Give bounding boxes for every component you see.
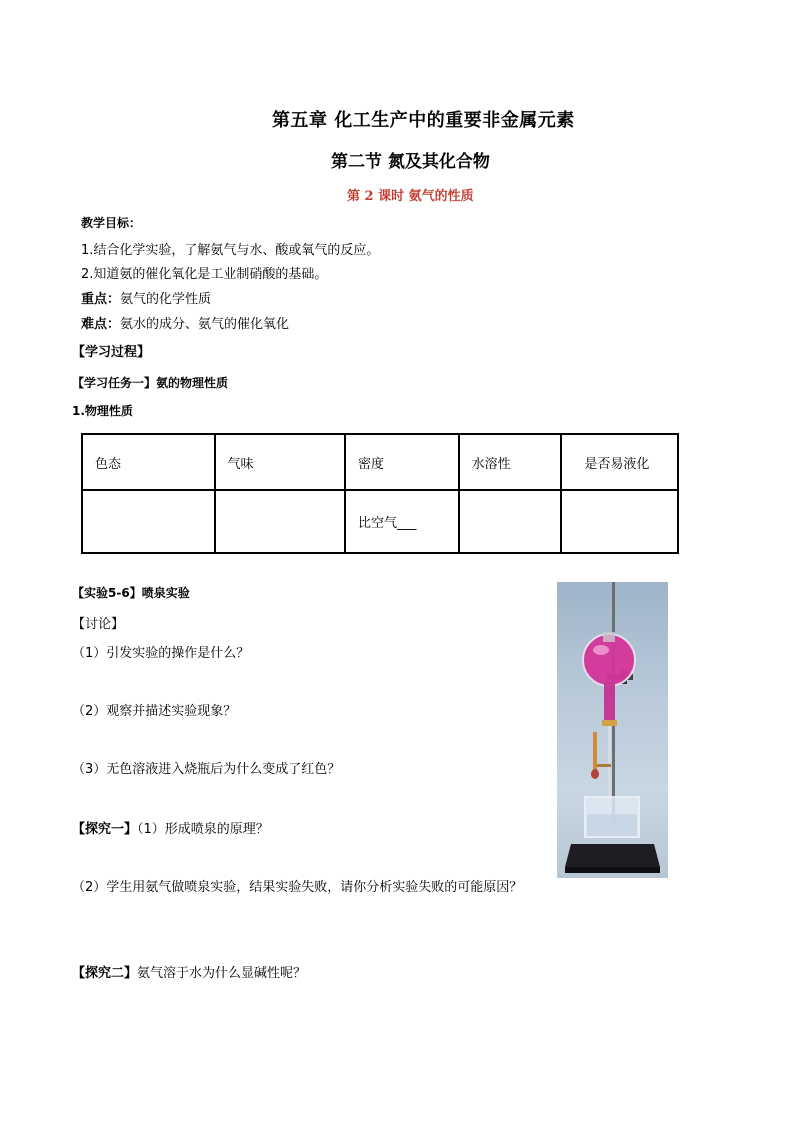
explore1-heading	[72, 818, 269, 837]
table-header-cell: 密度	[345, 434, 459, 490]
difficulty-text: 氨水的成分、氨气的催化氧化	[120, 317, 290, 332]
key-point	[81, 288, 211, 307]
objective-item-1: 1.结合化学实验，了解氨气与水、酸或氧气的反应。	[81, 243, 380, 258]
table-header-cell: 色态	[82, 434, 215, 490]
table-row	[82, 490, 678, 553]
experiment-text: 喷泉实验	[141, 586, 190, 600]
explore1-question-2: （2）学生用氨气做喷泉实验，结果实验失败，请你分析实验失败的可能原因？	[72, 880, 523, 895]
explore1-question-1: （1）形成喷泉的原理？	[137, 822, 269, 837]
table-cell	[561, 490, 678, 553]
explore2-text: 氨气溶于水为什么显碱性呢？	[137, 966, 307, 981]
table-header-cell: 水溶性	[459, 434, 562, 490]
experiment-heading	[72, 584, 190, 601]
section-title: 第二节 氮及其化合物	[331, 152, 490, 172]
table-cell	[459, 490, 562, 553]
fountain-experiment-photo	[557, 582, 668, 878]
physical-properties-table	[81, 433, 679, 554]
experiment-label: 【实验5-6】	[72, 586, 142, 600]
explore2-heading	[72, 962, 306, 981]
table-cell	[82, 490, 215, 553]
table-header-row	[82, 434, 678, 490]
learning-process-heading: 【学习过程】	[72, 345, 151, 360]
difficulty-point	[81, 313, 289, 332]
task1-label: 【学习任务一】	[72, 376, 157, 390]
objectives-heading: 教学目标：	[81, 216, 142, 230]
key-point-text: 氨气的化学性质	[120, 292, 212, 307]
explore1-label: 【探究一】	[72, 822, 138, 837]
discussion-question-1: （1）引发实验的操作是什么？	[72, 646, 250, 661]
table-header-cell: 是否易液化	[561, 434, 678, 490]
objective-item-2: 2.知道氨的催化氧化是工业制硝酸的基础。	[81, 267, 328, 282]
discussion-label: 【讨论】	[72, 617, 125, 632]
discussion-question-2: （2）观察并描述实验现象？	[72, 704, 237, 719]
physical-properties-heading: 1.物理性质	[72, 404, 133, 418]
discussion-question-3: （3）无色溶液进入烧瓶后为什么变成了红色？	[72, 762, 341, 777]
lesson-title: 第 2 课时 氨气的性质	[347, 189, 474, 204]
table-header-cell: 气味	[215, 434, 346, 490]
key-point-label: 重点：	[81, 292, 121, 307]
chapter-title: 第五章 化工生产中的重要非金属元素	[272, 110, 575, 131]
table-cell	[215, 490, 346, 553]
explore2-label: 【探究二】	[72, 966, 138, 981]
difficulty-label: 难点：	[81, 317, 121, 332]
task1-text: 氨的物理性质	[156, 376, 229, 390]
table-cell: 比空气___	[345, 490, 459, 553]
task1-heading	[72, 374, 228, 391]
